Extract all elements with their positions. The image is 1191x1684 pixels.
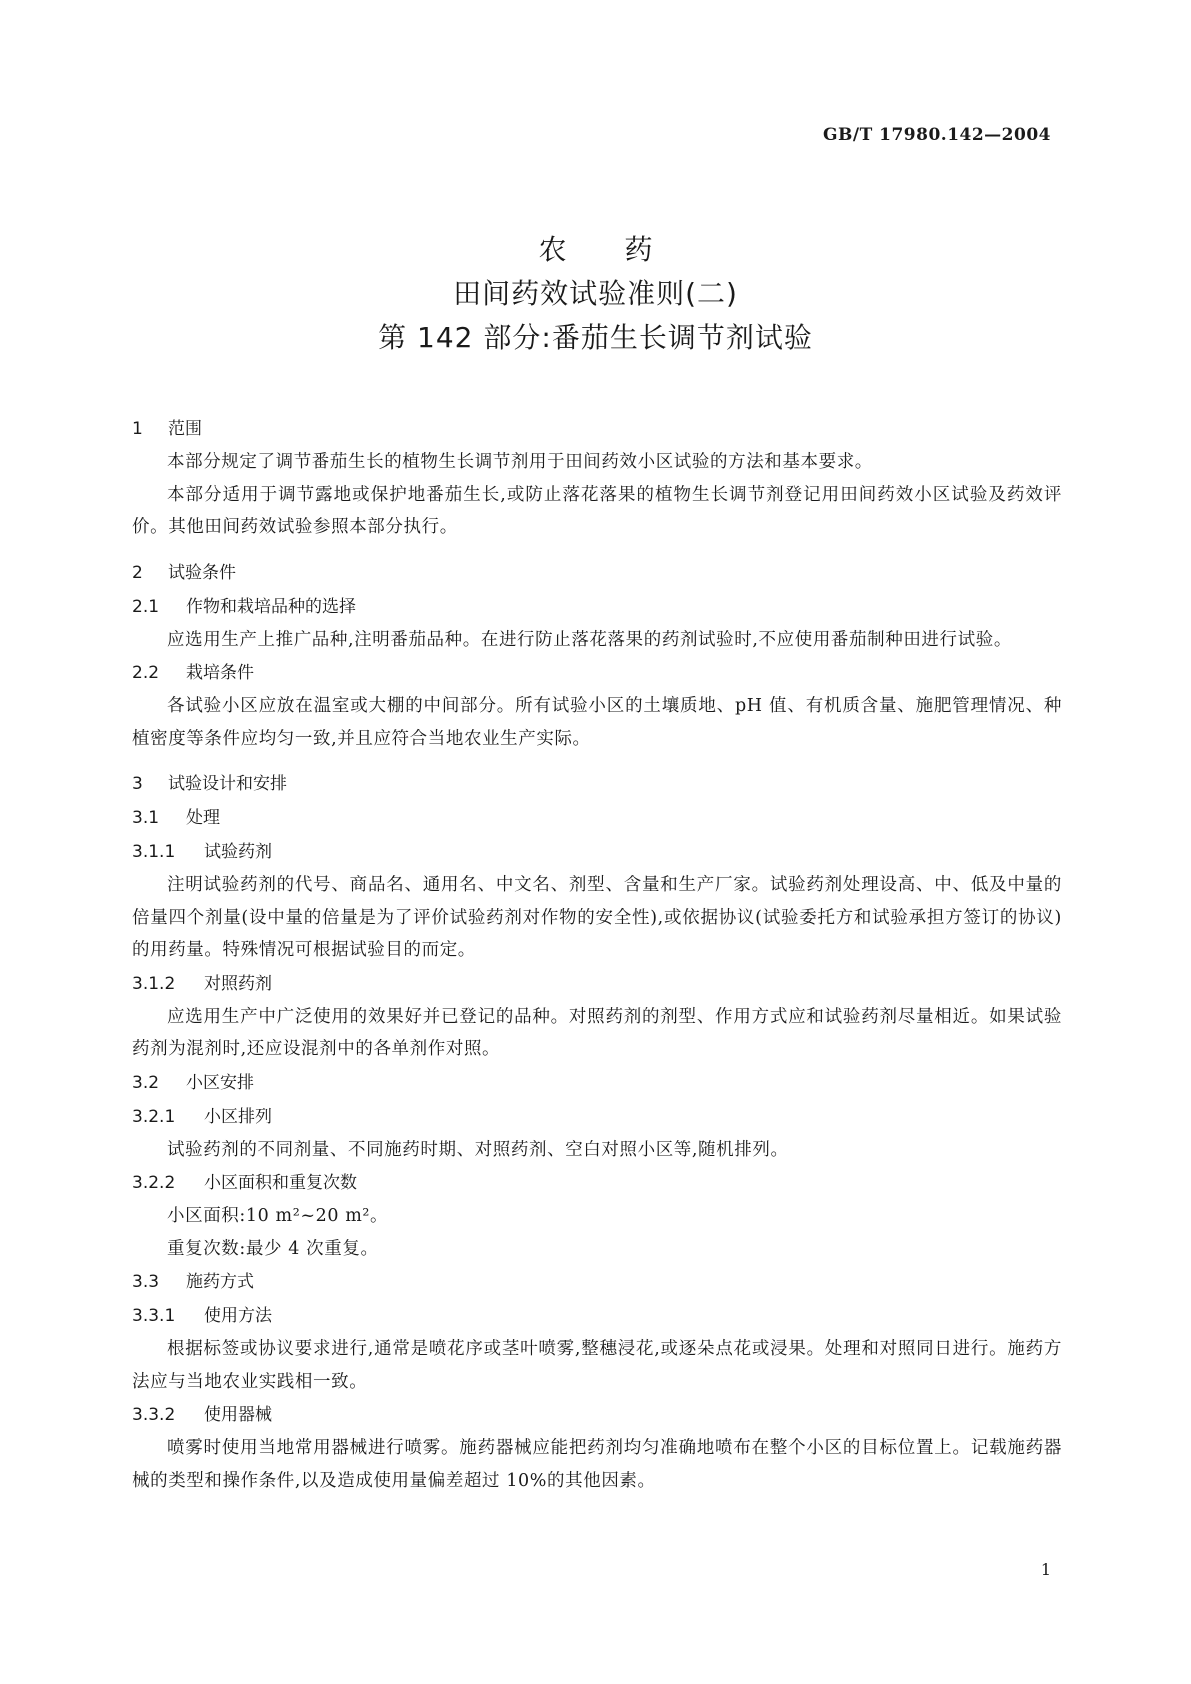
- paragraph: 应选用生产上推广品种,注明番茄品种。在进行防止落花落果的药剂试验时,不应使用番茄制种田进行试验。: [167, 629, 1012, 650]
- section-number: 3.1.1: [132, 842, 176, 862]
- section-title: 小区面积和重复次数: [204, 1173, 357, 1193]
- section-heading: [132, 656, 1062, 690]
- title-line-2: 田间药效试验准则(二): [453, 277, 738, 310]
- page-number: 1: [1040, 1560, 1051, 1579]
- section-title: 小区安排: [186, 1072, 254, 1093]
- section-title: 处理: [186, 808, 220, 828]
- document-number: GB/T 17980.142—2004: [822, 125, 1051, 145]
- paragraph: 应选用生产中广泛使用的效果好并已登记的品种。对照药剂的剂型、作用方式应和试验药剂尽量相近。如果试验药剂为混剂时,还应设混剂中的各单剂作对照。: [132, 1006, 1062, 1059]
- title-line-3: 第 142 部分:番茄生长调节剂试验: [378, 321, 813, 354]
- section-title: 试验药剂: [204, 842, 272, 862]
- section-number: 3: [132, 774, 143, 794]
- section-heading: [132, 801, 1062, 835]
- section-number: 3.3.1: [132, 1306, 176, 1326]
- section-title: 对照药剂: [204, 973, 272, 994]
- section-heading: [132, 1265, 1062, 1299]
- section-title: 作物和栽培品种的选择: [186, 596, 356, 617]
- section-number: 2.2: [132, 663, 160, 683]
- section-title: 试验条件: [168, 562, 236, 583]
- paragraph: 根据标签或协议要求进行,通常是喷花序或茎叶喷雾,整穗浸花,或逐朵点花或浸果。处理和对照同日进行。施药方法应与当地农业实践相一致。: [132, 1339, 1062, 1392]
- section-number: 3.2.2: [132, 1173, 176, 1193]
- section-heading: [132, 1299, 1062, 1333]
- paragraph: 本部分规定了调节番茄生长的植物生长调节剂用于田间药效小区试验的方法和基本要求。: [167, 452, 873, 472]
- section-number: 3.2.1: [132, 1106, 176, 1127]
- section-number: 3.2: [132, 1072, 160, 1093]
- paragraph: 各试验小区应放在温室或大棚的中间部分。所有试验小区的土壤质地、pH 值、有机质含量、施肥管理情况、种植密度等条件应均匀一致,并且应符合当地农业生产实际。: [132, 696, 1062, 749]
- section-heading: [132, 1398, 1062, 1432]
- section-title: 施药方式: [186, 1272, 254, 1292]
- section-title: 小区排列: [204, 1106, 272, 1127]
- paragraph: 注明试验药剂的代号、商品名、通用名、中文名、剂型、含量和生产厂家。试验药剂处理设高、中、低及中量的倍量四个剂量(设中量的倍量是为了评价试验药剂对作物的安全性),或依据协议(试验委托方和试验承担方签订的协议)的用药量。特殊情况可根据试验目的而定。: [132, 875, 1062, 960]
- document-body: [132, 412, 1062, 1497]
- title-line-1: 农药: [538, 233, 711, 266]
- section-heading: [132, 1166, 1062, 1200]
- section-heading: [132, 556, 1062, 590]
- section-heading: [132, 1100, 1062, 1134]
- section-number: 3.1.2: [132, 973, 176, 994]
- paragraph: 小区面积:10 m²~20 m²。: [167, 1206, 389, 1226]
- section-number: 3.3: [132, 1272, 160, 1292]
- section-number: 2: [132, 562, 143, 583]
- section-title: 栽培条件: [186, 663, 254, 683]
- section-heading: [132, 412, 1062, 446]
- section-number: 2.1: [132, 596, 160, 617]
- section-heading: [132, 967, 1062, 1001]
- section-heading: [132, 1066, 1062, 1100]
- paragraph: 喷雾时使用当地常用器械进行喷雾。施药器械应能把药剂均匀准确地喷布在整个小区的目标位置上。记载施药器械的类型和操作条件,以及造成使用量偏差超过 10%的其他因素。: [132, 1438, 1062, 1491]
- section-number: 3.1: [132, 808, 160, 828]
- section-heading: [132, 835, 1062, 869]
- paragraph: 本部分适用于调节露地或保护地番茄生长,或防止落花落果的植物生长调节剂登记用田间药效小区试验及药效评价。其他田间药效试验参照本部分执行。: [132, 484, 1062, 537]
- document-title: [0, 228, 1191, 360]
- section-title: 使用方法: [204, 1306, 272, 1326]
- section-title: 使用器械: [204, 1405, 272, 1425]
- section-number: 3.3.2: [132, 1405, 176, 1425]
- section-heading: [132, 767, 1062, 801]
- section-title: 试验设计和安排: [168, 774, 287, 794]
- paragraph: 试验药剂的不同剂量、不同施药时期、对照药剂、空白对照小区等,随机排列。: [167, 1139, 789, 1160]
- section-title: 范围: [168, 419, 202, 439]
- section-heading: [132, 590, 1062, 624]
- section-number: 1: [132, 419, 143, 439]
- paragraph: 重复次数:最少 4 次重复。: [167, 1238, 379, 1259]
